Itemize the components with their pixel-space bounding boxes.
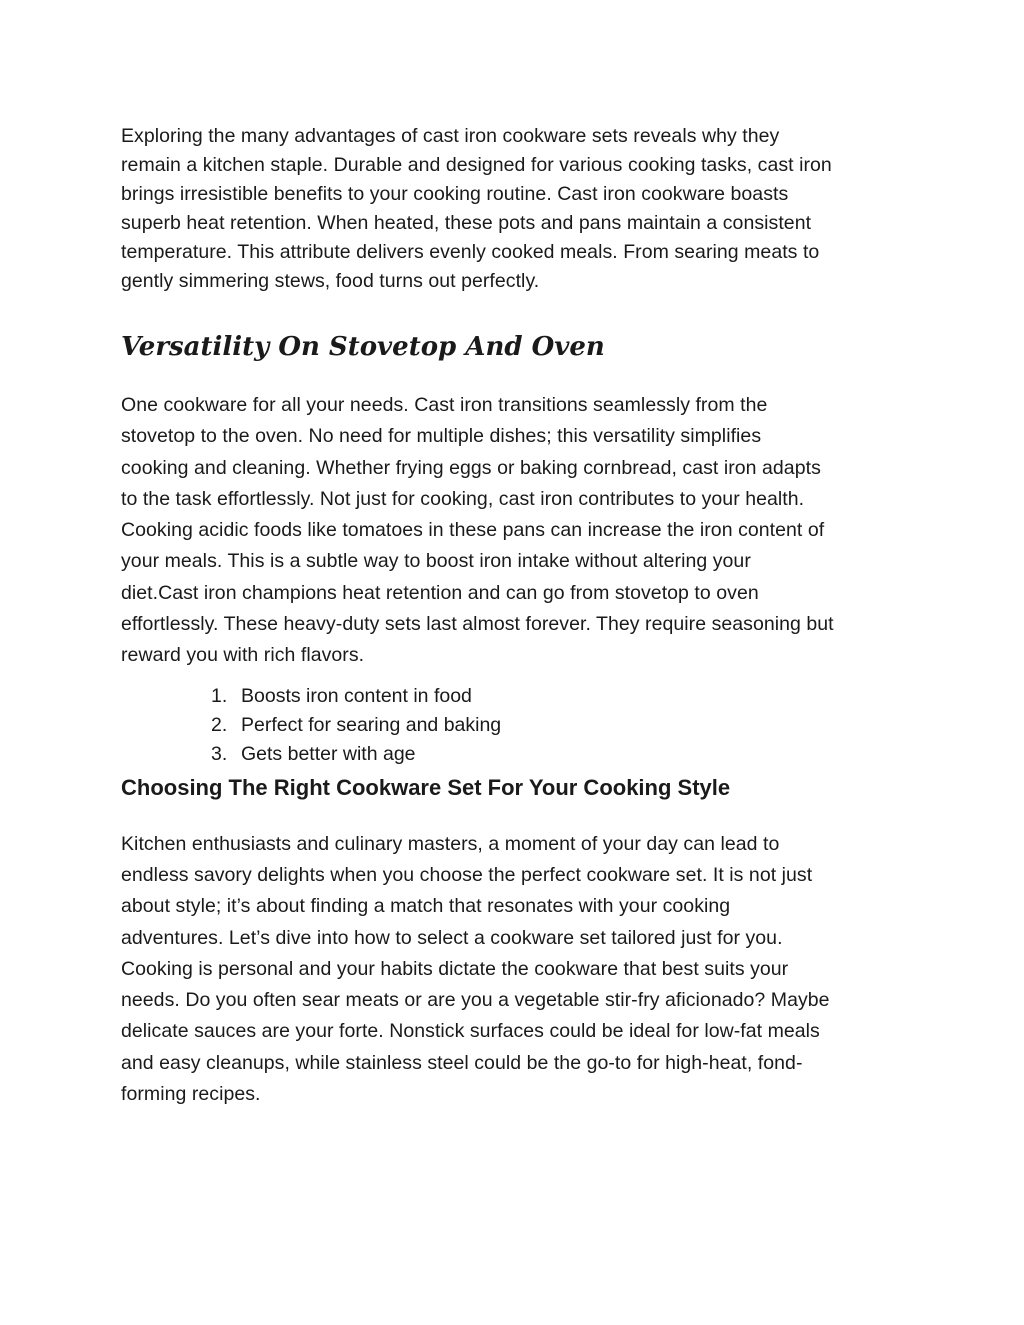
text-line: Cooking is personal and your habits dictate the cookware that best suits your bbox=[121, 957, 789, 980]
text-line: One cookware for all your needs. Cast iron transitions seamlessly from the bbox=[121, 394, 768, 416]
text-line: diet.Cast iron champions heat retention and can go from stovetop to oven bbox=[121, 581, 759, 604]
text-line: effortlessly. These heavy-duty sets last almost forever. They require seasoning but bbox=[121, 613, 834, 636]
text-line: needs. Do you often sear meats or are you a vegetable stir-fry aficionado? Maybe bbox=[121, 989, 830, 1012]
list-item-number: 3. bbox=[211, 742, 228, 765]
list-item bbox=[121, 711, 911, 740]
text-line: cooking and cleaning. Whether frying eggs or baking cornbread, cast iron adapts bbox=[121, 456, 821, 479]
text-line: endless savory delights when you choose the perfect cookware set. It is not just bbox=[121, 863, 813, 886]
choosing-paragraph bbox=[121, 829, 911, 1111]
versatility-paragraph bbox=[121, 390, 911, 672]
text-line: adventures. Let’s dive into how to select a cookware set tailored just for you. bbox=[121, 926, 783, 949]
text-line: Kitchen enthusiasts and culinary masters, a moment of your day can lead to bbox=[121, 832, 780, 855]
text-line: about style; it’s about finding a match that resonates with your cooking bbox=[121, 895, 731, 918]
text-line: Cooking acidic foods like tomatoes in these pans can increase the iron content of bbox=[121, 519, 825, 542]
section-heading-versatility: Versatility On Stovetop And Oven bbox=[121, 332, 605, 362]
text-line: temperature. This attribute delivers evenly cooked meals. From searing meats to bbox=[121, 241, 820, 263]
list-item-text: Perfect for searing and baking bbox=[241, 713, 502, 736]
text-line: superb heat retention. When heated, these pots and pans maintain a consistent bbox=[121, 212, 812, 234]
benefits-list bbox=[121, 682, 911, 769]
text-line: stovetop to the oven. No need for multiple dishes; this versatility simplifies bbox=[121, 425, 762, 448]
section-heading-choosing: Choosing The Right Cookware Set For Your Cooking Style bbox=[121, 774, 731, 800]
list-item bbox=[121, 740, 911, 769]
text-line: Exploring the many advantages of cast iron cookware sets reveals why they bbox=[121, 125, 780, 147]
list-item-text: Gets better with age bbox=[241, 742, 416, 765]
text-line: your meals. This is a subtle way to boost iron intake without altering your bbox=[121, 550, 751, 573]
list-item-number: 2. bbox=[211, 713, 228, 736]
text-line: gently simmering stews, food turns out perfectly. bbox=[121, 270, 540, 292]
list-item bbox=[121, 682, 911, 711]
text-line: delicate sauces are your forte. Nonstick surfaces could be ideal for low-fat meals bbox=[121, 1020, 820, 1043]
text-line: forming recipes. bbox=[121, 1083, 261, 1106]
text-line: remain a kitchen staple. Durable and designed for various cooking tasks, cast iron bbox=[121, 154, 832, 176]
text-line: to the task effortlessly. Not just for cooking, cast iron contributes to your health. bbox=[121, 487, 805, 510]
intro-paragraph bbox=[121, 122, 911, 296]
text-line: reward you with rich flavors. bbox=[121, 644, 365, 667]
list-item-text: Boosts iron content in food bbox=[241, 684, 472, 707]
document-page bbox=[121, 122, 911, 1110]
list-item-number: 1. bbox=[211, 684, 228, 707]
text-line: brings irresistible benefits to your cooking routine. Cast iron cookware boasts bbox=[121, 183, 789, 205]
text-line: and easy cleanups, while stainless steel could be the go-to for high-heat, fond- bbox=[121, 1051, 803, 1074]
